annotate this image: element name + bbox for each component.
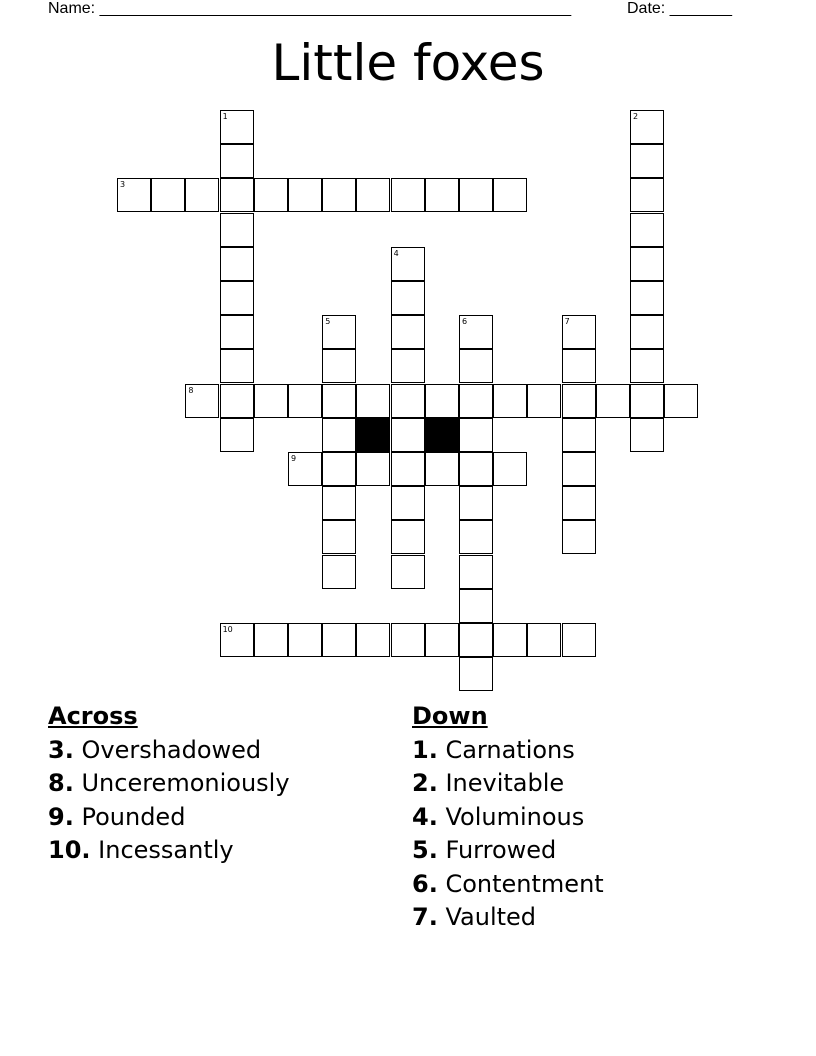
crossword-cell[interactable]: [322, 486, 356, 520]
crossword-cell[interactable]: [322, 555, 356, 589]
clue-text: Incessantly: [98, 836, 234, 864]
crossword-cell[interactable]: [459, 623, 493, 657]
cell-number: 5: [325, 317, 331, 327]
cell-number: 6: [462, 317, 468, 327]
clue-item: [412, 868, 604, 902]
crossword-cell[interactable]: [288, 623, 322, 657]
crossword-cell[interactable]: [288, 384, 322, 418]
crossword-cell[interactable]: [459, 349, 493, 383]
crossword-cell[interactable]: [322, 178, 356, 212]
clue-text: Pounded: [81, 802, 186, 831]
crossword-cell[interactable]: [527, 384, 561, 418]
clue-text: Unceremoniously: [81, 769, 290, 797]
crossword-cell[interactable]: [562, 452, 596, 486]
crossword-cell[interactable]: [562, 486, 596, 520]
crossword-cell[interactable]: [459, 520, 493, 554]
crossword-cell[interactable]: [391, 623, 425, 657]
crossword-cell[interactable]: [391, 520, 425, 554]
down-clues: [412, 700, 604, 935]
crossword-cell[interactable]: [254, 384, 288, 418]
crossword-black-cell: [425, 418, 459, 452]
clue-number: 1.: [412, 735, 438, 764]
crossword-cell[interactable]: [630, 418, 664, 452]
clue-number: 10.: [48, 836, 91, 864]
crossword-cell[interactable]: [254, 178, 288, 212]
crossword-cell[interactable]: [391, 486, 425, 520]
crossword-cell[interactable]: [322, 452, 356, 486]
clue-number: 8.: [48, 769, 74, 797]
crossword-cell[interactable]: [220, 418, 254, 452]
crossword-cell[interactable]: [562, 349, 596, 383]
cell-number: 3: [120, 180, 126, 190]
crossword-cell[interactable]: [391, 555, 425, 589]
clue-text: Vaulted: [445, 903, 537, 931]
clue-item: [412, 734, 604, 768]
crossword-cell[interactable]: [391, 384, 425, 418]
crossword-cell[interactable]: [493, 452, 527, 486]
clue-item: [412, 767, 604, 801]
crossword-cell[interactable]: [459, 384, 493, 418]
crossword-cell[interactable]: [220, 384, 254, 418]
crossword-cell[interactable]: [151, 178, 185, 212]
cell-number: 9: [291, 454, 297, 463]
clue-item: [48, 834, 290, 868]
crossword-cell[interactable]: [322, 315, 356, 349]
crossword-cell[interactable]: [527, 623, 561, 657]
crossword-cell[interactable]: [459, 315, 493, 349]
crossword-cell[interactable]: [391, 315, 425, 349]
crossword-cell[interactable]: [459, 178, 493, 212]
crossword-cell[interactable]: [493, 178, 527, 212]
crossword-cell[interactable]: [220, 178, 254, 212]
crossword-cell[interactable]: [425, 452, 459, 486]
clue-text: Carnations: [445, 735, 575, 764]
cell-number: 2: [633, 112, 639, 121]
crossword-cell[interactable]: [322, 349, 356, 383]
crossword-cell[interactable]: [254, 623, 288, 657]
crossword-cell[interactable]: [459, 657, 493, 691]
date-field-label: Date: _______: [627, 0, 732, 17]
clue-text: Overshadowed: [81, 735, 262, 764]
crossword-cell[interactable]: [322, 520, 356, 554]
crossword-cell[interactable]: [459, 589, 493, 623]
crossword-cell[interactable]: [391, 281, 425, 315]
crossword-cell[interactable]: [356, 384, 390, 418]
crossword-cell[interactable]: [220, 213, 254, 247]
crossword-cell[interactable]: [630, 144, 664, 178]
crossword-cell[interactable]: [220, 315, 254, 349]
crossword-cell[interactable]: [220, 349, 254, 383]
name-field-label: Name: _____________________________________________________: [48, 0, 572, 17]
clue-number: 5.: [412, 836, 438, 864]
cell-number: 7: [564, 317, 570, 327]
down-heading: Down: [412, 702, 488, 730]
cell-number: 1: [222, 112, 228, 121]
crossword-cell[interactable]: [322, 623, 356, 657]
crossword-cell[interactable]: [220, 110, 254, 144]
clue-item: [412, 901, 604, 935]
crossword-cell[interactable]: [322, 384, 356, 418]
clue-item: [412, 801, 604, 835]
cell-number: 10: [222, 625, 233, 634]
across-clues: [48, 700, 290, 868]
crossword-cell[interactable]: [425, 384, 459, 418]
crossword-cell[interactable]: [596, 384, 630, 418]
crossword-cell[interactable]: [630, 281, 664, 315]
clue-item: [48, 801, 290, 835]
clue-number: 2.: [412, 769, 438, 797]
clue-text: Voluminous: [445, 802, 585, 831]
crossword-cell[interactable]: [562, 418, 596, 452]
across-heading: Across: [48, 702, 138, 730]
crossword-cell[interactable]: [185, 178, 219, 212]
puzzle-title: Little foxes: [271, 34, 545, 92]
clue-number: 6.: [412, 869, 438, 898]
crossword-cell[interactable]: [356, 178, 390, 212]
clue-item: [48, 767, 290, 801]
crossword-cell[interactable]: [220, 144, 254, 178]
crossword-cell[interactable]: [117, 178, 151, 212]
crossword-cell[interactable]: [391, 349, 425, 383]
crossword-cell[interactable]: [562, 520, 596, 554]
crossword-cell[interactable]: [562, 315, 596, 349]
crossword-cell[interactable]: [356, 452, 390, 486]
crossword-cell[interactable]: [425, 623, 459, 657]
crossword-cell[interactable]: [425, 178, 459, 212]
crossword-cell[interactable]: [459, 452, 493, 486]
crossword-black-cell: [356, 418, 390, 452]
crossword-cell[interactable]: [562, 384, 596, 418]
clue-number: 3.: [48, 735, 74, 764]
crossword-cell[interactable]: [630, 213, 664, 247]
crossword-cell[interactable]: [356, 623, 390, 657]
crossword-cell[interactable]: [630, 384, 664, 418]
crossword-cell[interactable]: [630, 110, 664, 144]
crossword-cell[interactable]: [493, 623, 527, 657]
crossword-cell[interactable]: [630, 349, 664, 383]
crossword-cell[interactable]: [664, 384, 698, 418]
clue-item: [48, 734, 290, 768]
clue-item: [412, 834, 604, 868]
crossword-cell[interactable]: [288, 452, 322, 486]
crossword-cell[interactable]: [562, 623, 596, 657]
crossword-cell[interactable]: [288, 178, 322, 212]
crossword-cell[interactable]: [220, 623, 254, 657]
crossword-cell[interactable]: [459, 418, 493, 452]
crossword-cell[interactable]: [459, 486, 493, 520]
clue-text: Contentment: [445, 869, 604, 898]
crossword-cell[interactable]: [220, 281, 254, 315]
clue-text: Inevitable: [445, 769, 565, 797]
crossword-cell[interactable]: [391, 178, 425, 212]
crossword-cell[interactable]: [322, 418, 356, 452]
clue-number: 7.: [412, 903, 438, 931]
crossword-cell[interactable]: [459, 555, 493, 589]
crossword-cell[interactable]: [630, 247, 664, 281]
crossword-cell[interactable]: [493, 384, 527, 418]
crossword-cell[interactable]: [630, 178, 664, 212]
crossword-cell[interactable]: [630, 315, 664, 349]
cell-number: 8: [188, 385, 194, 395]
cell-number: 4: [393, 248, 399, 258]
clue-number: 9.: [48, 802, 74, 831]
clue-number: 4.: [412, 802, 438, 831]
crossword-cell[interactable]: [185, 384, 219, 418]
clue-text: Furrowed: [445, 836, 557, 864]
crossword-cell[interactable]: [391, 247, 425, 281]
crossword-cell[interactable]: [391, 452, 425, 486]
crossword-cell[interactable]: [391, 418, 425, 452]
crossword-cell[interactable]: [220, 247, 254, 281]
